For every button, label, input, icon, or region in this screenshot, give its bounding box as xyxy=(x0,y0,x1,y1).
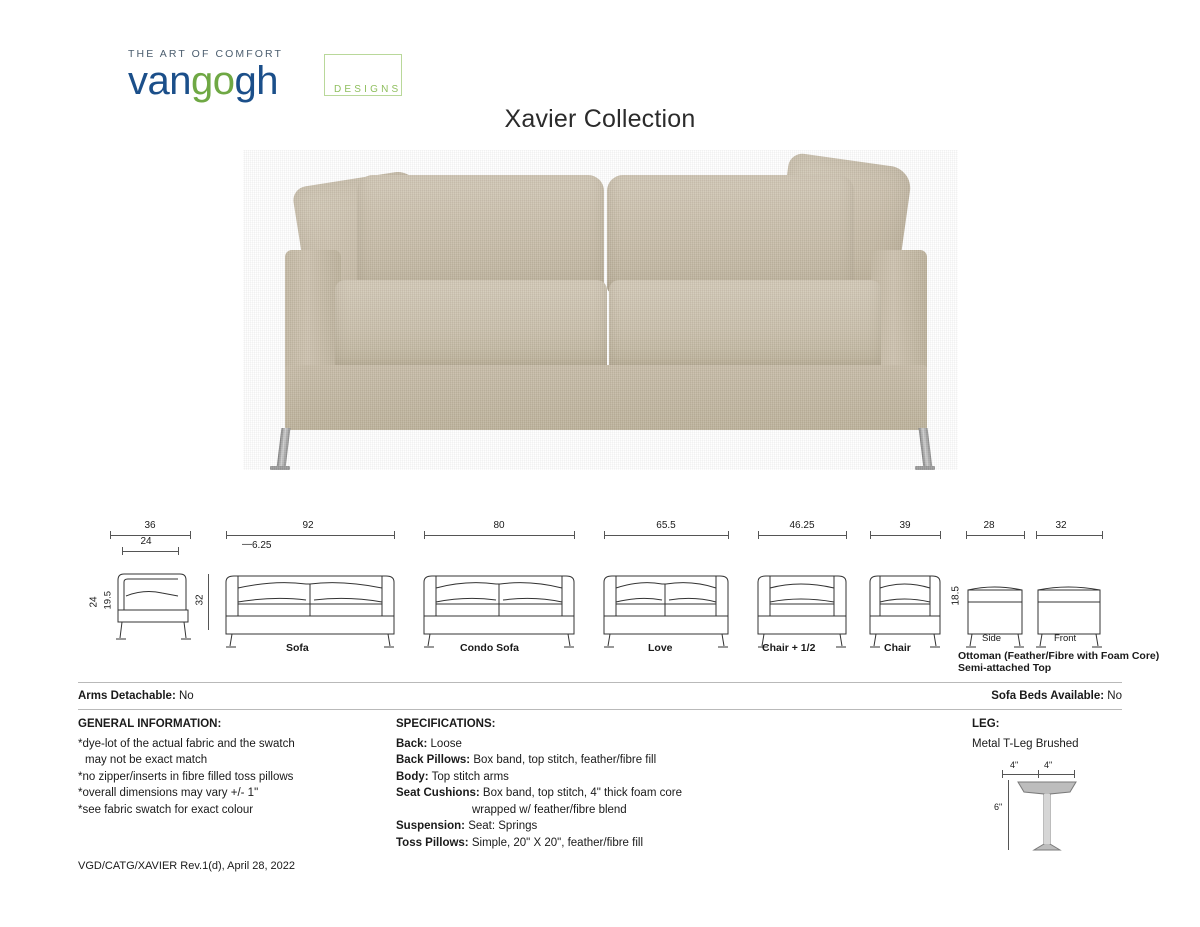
divider-bottom xyxy=(78,709,1122,710)
product-photo-sofa xyxy=(243,150,958,470)
drawing-sofa-side-view xyxy=(88,520,218,650)
label-ottoman-front: Front xyxy=(1054,633,1077,644)
sofa-base-frame xyxy=(285,365,927,430)
spec-toss-pillows-value: Simple, 20" X 20", feather/fibre fill xyxy=(471,836,644,849)
drawing-ottoman xyxy=(950,520,1160,674)
arms-detachable xyxy=(78,690,194,702)
general-information-column xyxy=(78,716,378,818)
spec-seat-cushions-label: Seat Cushions: xyxy=(396,787,480,799)
chair-and-half-outline xyxy=(750,556,854,651)
drawing-love-front xyxy=(596,520,736,660)
spec-back-value: Loose xyxy=(430,737,462,750)
dim-ottoman-side-width: 28 xyxy=(983,520,995,531)
spec-suspension-value: Seat: Springs xyxy=(468,820,538,832)
spec-seat-cushions-value: Box band, top stitch, 4" thick foam core xyxy=(482,787,682,799)
spec-body-label: Body: xyxy=(396,770,429,783)
label-ottoman-side: Side xyxy=(982,633,1002,644)
divider-top xyxy=(78,682,1122,683)
arms-detachable-value: No xyxy=(179,690,194,702)
general-line-2: may not be exact match xyxy=(85,754,208,766)
general-information-heading: GENERAL INFORMATION: xyxy=(78,718,222,730)
logo-word-gh: gh xyxy=(234,59,278,103)
label-chair-and-half: Chair + 1/2 xyxy=(762,642,816,654)
spec-back-pillows-label: Back Pillows: xyxy=(396,754,471,766)
sofa-beds-value: No xyxy=(1107,690,1122,702)
dim-chair-and-half-width: 46.25 xyxy=(789,520,815,531)
dim-ottoman-front-width: 32 xyxy=(1055,520,1067,531)
leg-diagram xyxy=(996,760,1116,860)
brand-logo xyxy=(128,48,402,103)
general-line-3: *no zipper/inserts in fibre filled toss pillows xyxy=(78,770,294,783)
drawing-chair-front xyxy=(862,520,952,660)
spec-body-value: Top stitch arms xyxy=(431,770,509,783)
dim-sofa-seat-depth: 24 xyxy=(140,536,152,547)
back-cushion-left xyxy=(357,175,604,293)
page-title: Xavier Collection xyxy=(504,105,696,133)
specifications-heading: SPECIFICATIONS: xyxy=(396,718,496,730)
dim-love-width: 65.5 xyxy=(656,520,676,531)
dim-chair-width: 39 xyxy=(899,520,911,531)
spec-suspension xyxy=(396,818,816,835)
sofa-leg-right xyxy=(919,428,933,468)
chair-front-outline xyxy=(862,556,952,651)
spec-back-pillows-value: Box band, top stitch, feather/fibre fill xyxy=(473,754,657,766)
dim-sofa-seat-depth-vertical: 24 xyxy=(88,596,100,608)
sofa-leg-left xyxy=(277,428,291,468)
drawing-condo-sofa-front xyxy=(416,520,582,660)
seat-cushion-left xyxy=(335,280,607,372)
label-condo-sofa: Condo Sofa xyxy=(460,642,519,654)
spec-suspension-label: Suspension: xyxy=(396,820,466,832)
leg-column xyxy=(972,716,1132,752)
spec-back-label: Back: xyxy=(396,737,428,750)
dim-sofa-arm-width: —6.25 xyxy=(242,539,272,551)
dim-leg-top-right: 4" xyxy=(1044,760,1053,770)
dim-condo-sofa-width: 80 xyxy=(493,520,505,531)
leg-value: Metal T-Leg Brushed xyxy=(972,737,1079,750)
dim-ottoman-height: 18.5 xyxy=(950,586,962,606)
general-line-5: *see fabric swatch for exact colour xyxy=(78,803,254,816)
label-chair: Chair xyxy=(884,642,911,654)
love-front-outline xyxy=(596,556,736,651)
spec-seat-cushions xyxy=(396,785,816,802)
sofa-leg-foot-left xyxy=(270,466,290,470)
label-ottoman-line2: Semi-attached Top xyxy=(958,662,1052,674)
drawing-sofa-front xyxy=(218,520,403,660)
sofa-beds-label: Sofa Beds Available: xyxy=(991,690,1105,702)
spec-back-pillows xyxy=(396,752,816,769)
leg-outline xyxy=(1014,778,1110,858)
logo-tagline: THE ART OF COMFORT xyxy=(128,48,284,60)
dim-sofa-width: 92 xyxy=(302,520,314,531)
arms-detachable-label: Arms Detachable: xyxy=(78,690,176,702)
spec-back xyxy=(396,736,816,753)
sofa-front-outline xyxy=(218,556,403,651)
logo-word-van: van xyxy=(128,59,191,103)
condo-sofa-front-outline xyxy=(416,556,582,651)
dim-sofa-height: 32 xyxy=(194,594,206,606)
spec-toss-pillows xyxy=(396,835,816,852)
sofa-leg-foot-right xyxy=(915,466,935,470)
spec-seat-cushions-value-2: wrapped w/ feather/fibre blend xyxy=(472,803,627,816)
spec-body xyxy=(396,769,816,786)
document-footer: VGD/CATG/XAVIER Rev.1(d), April 28, 2022 xyxy=(78,860,296,872)
back-cushion-right xyxy=(607,175,854,293)
logo-word-go: go xyxy=(191,59,235,103)
dim-leg-height: 6" xyxy=(994,802,1003,812)
sofa-beds-available xyxy=(991,690,1122,702)
spec-toss-pillows-label: Toss Pillows: xyxy=(396,836,469,849)
seat-cushion-right xyxy=(609,280,881,372)
specifications-column xyxy=(396,716,816,851)
label-love: Love xyxy=(648,642,673,654)
leg-heading: LEG: xyxy=(972,718,1000,730)
label-ottoman-line1: Ottoman (Feather/Fibre with Foam Core) xyxy=(958,650,1160,662)
dim-sofa-seat-height: 19.5 xyxy=(102,591,114,610)
general-line-1: *dye-lot of the actual fabric and the swatch xyxy=(78,737,295,750)
general-line-4: *overall dimensions may vary +/- 1" xyxy=(78,787,259,799)
dim-leg-top-left: 4" xyxy=(1010,760,1019,770)
label-sofa: Sofa xyxy=(286,642,309,654)
dimension-drawings-row xyxy=(78,520,1160,674)
logo-designs-text: DESIGNS xyxy=(334,84,402,95)
dim-sofa-overall-depth: 36 xyxy=(144,520,156,531)
drawing-chair-and-half-front xyxy=(750,520,854,660)
